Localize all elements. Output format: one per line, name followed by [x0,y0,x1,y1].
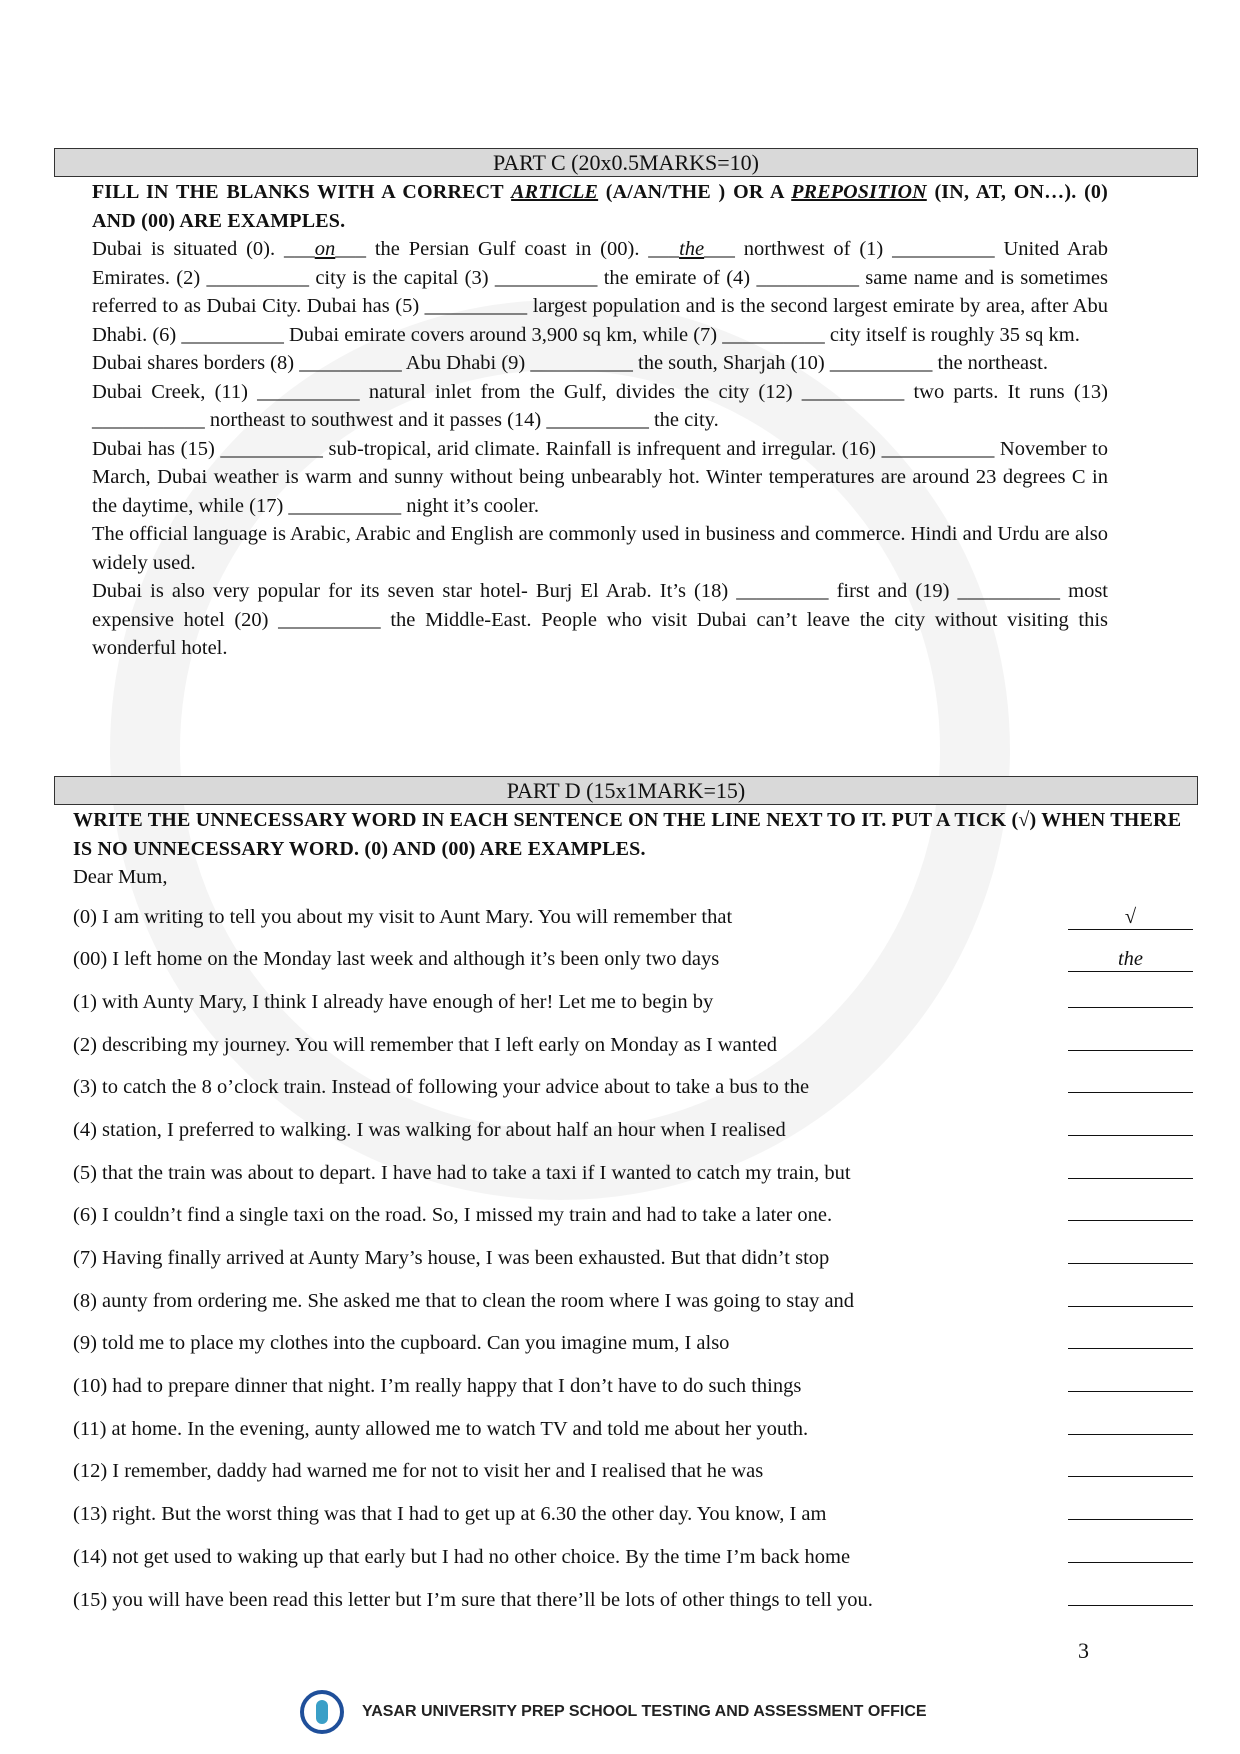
sentence-line [73,1152,1198,1195]
line-number: (13) [73,1503,108,1526]
passage-text: ___ northwest of (1) __________ United Arab Emirates. (2) __________ city is the capital (3) __________ the emirate of (4) __________ same name and is sometimes referred to as Dubai City. Dubai has (5) __________ largest population and is the second largest emirate by area, after Abu Dhabi. (6) __________ Dubai emirate covers around 3,900 sq km, while (7) __________ city itself is roughly 35 sq km. [92,238,1108,346]
sentence-line [73,1365,1198,1408]
line-number: (9) [73,1332,97,1355]
instruction-text: (A/AN/THE ) OR A [598,181,792,203]
answer-blank[interactable] [1063,896,1198,939]
answer-value [1068,1434,1193,1435]
answer-value [1068,1050,1193,1051]
line-text: that the train was about to depart. I have had to take a taxi if I wanted to catch my train, but [102,1161,851,1184]
line-text: I left home on the Monday last week and although it’s been only two days [112,948,720,971]
line-number: (2) [73,1033,97,1056]
answer-value [1068,1476,1193,1477]
answer-value [1068,1178,1193,1179]
part-d-lines [73,896,1198,1622]
line-number: (1) [73,990,97,1013]
answer-blank[interactable] [1063,1280,1198,1323]
instruction-text: (IN, AT, ON…). (0) AND (00) ARE EXAMPLES. [92,181,1108,232]
sentence-line [73,1579,1198,1622]
line-text: Having finally arrived at Aunty Mary’s house, I was been exhausted. But that didn’t stop [102,1247,830,1269]
part-d-body [73,806,1198,1621]
answer-value [1068,1306,1193,1307]
passage-text: Dubai is situated (0). ___ [92,238,315,260]
line-number: (8) [73,1289,97,1312]
sentence-line [73,896,1198,939]
sentence-line [73,1280,1198,1323]
line-text: I couldn’t find a single taxi on the road. So, I missed my train and had to take a later one. [102,1204,833,1227]
line-text: not get used to waking up that early but I had no other choice. By the time I’m back home [112,1545,851,1568]
university-logo-icon [300,1690,344,1734]
line-text: to catch the 8 o’clock train. Instead of following your advice about to take a bus to the [102,1076,810,1099]
line-text: had to prepare dinner that night. I’m really happy that I don’t have to do such things [112,1375,802,1398]
line-text: I am writing to tell you about my visit to Aunt Mary. You will remember that [102,905,733,928]
answer-blank[interactable] [1063,1322,1198,1365]
answer-value [1068,1135,1193,1136]
answer-blank[interactable] [1063,938,1198,981]
sentence-line [73,1194,1198,1237]
sentence-line [73,1322,1198,1365]
line-number: (4) [73,1118,97,1141]
answer-value [1068,1220,1193,1221]
passage-text: Dubai is also very popular for its seven star hotel- Burj El Arab. It’s (18) _________ first and (19) __________ most expensive hotel (20) __________ the Middle-East. People who visit Dubai can’t leave the city without visiting this wonderful hotel. [92,580,1108,659]
sentence-line [73,1237,1198,1280]
passage-paragraph [92,520,1108,577]
answer-blank[interactable] [1063,1450,1198,1493]
line-number: (14) [73,1545,108,1568]
answer-blank[interactable] [1063,1024,1198,1067]
answer-blank[interactable] [1063,1066,1198,1109]
sentence-line [73,981,1198,1024]
part-d-header: PART D (15x1MARK=15) [54,776,1198,805]
part-c-passage [92,235,1108,663]
passage-text: The official language is Arabic, Arabic and English are commonly used in business and commerce. Hindi and Urdu are also widely used. [92,523,1108,574]
passage-paragraph [92,349,1108,378]
footer-text: YASAR UNIVERSITY PREP SCHOOL TESTING AND ASSESSMENT OFFICE [362,1703,927,1720]
example-answer: the [679,238,705,260]
instruction-keyword: ARTICLE [511,181,599,203]
instruction-text: FILL IN THE BLANKS WITH A CORRECT [92,181,512,203]
line-text: aunty from ordering me. She asked me that to clean the room where I was going to stay and [102,1289,855,1312]
sentence-line [73,1408,1198,1451]
answer-value [1068,1092,1193,1093]
passage-text: Dubai has (15) __________ sub-tropical, arid climate. Rainfall is infrequent and irregular. (16) ___________ November to March, Dubai weather is warm and sunny without being unbearably hot. Winter temperatures are around 23 degrees C in the daytime, while (17) ___________ night it’s cooler. [92,437,1108,517]
sentence-line [73,1109,1198,1152]
part-c-instruction [92,178,1108,235]
example-answer: on [314,238,336,260]
answer-value [1068,1562,1193,1563]
line-text: station, I preferred to walking. I was walking for about half an hour when I realised [102,1118,786,1141]
line-text: you will have been read this letter but I’m sure that there’ll be lots of other things to tell you. [112,1588,873,1611]
answer-blank[interactable] [1063,1408,1198,1451]
line-number: (10) [73,1375,108,1398]
sentence-line [73,1450,1198,1493]
passage-text: Dubai shares borders (8) __________ Abu Dhabi (9) __________ the south, Sharjah (10) __________ the northeast. [92,352,1048,374]
sentence-line [73,1493,1198,1536]
answer-blank[interactable] [1063,1152,1198,1195]
part-d-instruction: WRITE THE UNNECESSARY WORD IN EACH SENTENCE ON THE LINE NEXT TO IT. PUT A TICK (√) WHEN THERE IS NO UNNECESSARY WORD. (0) AND (00) ARE EXAMPLES. [73,809,1182,860]
line-number: (7) [73,1247,97,1269]
answer-blank[interactable] [1063,1365,1198,1408]
answer-blank[interactable] [1063,1109,1198,1152]
answer-value [1068,1605,1193,1606]
answer-blank[interactable] [1063,1536,1198,1579]
answer-blank[interactable] [1063,1493,1198,1536]
passage-paragraph [92,435,1108,521]
passage-text: Dubai Creek, (11) __________ natural inlet from the Gulf, divides the city (12) __________ two parts. It runs (13) ___________ northeast to southwest and it passes (14) __________ the city. [92,380,1108,431]
line-number: (0) [73,905,97,928]
answer-value [1068,1519,1193,1520]
line-number: (6) [73,1204,97,1227]
letter-greeting: Dear Mum, [73,866,168,888]
answer-blank[interactable] [1063,1194,1198,1237]
sentence-line [73,938,1198,981]
passage-paragraph [92,577,1108,663]
passage-text: ___ the Persian Gulf coast in (00). ___ [335,238,680,260]
answer-value [1068,1391,1193,1392]
sentence-line [73,1024,1198,1067]
instruction-keyword: PREPOSITION [791,181,927,203]
line-number: (5) [73,1161,97,1184]
line-text: with Aunty Mary, I think I already have enough of her! Let me to begin by [102,990,714,1013]
line-text: I remember, daddy had warned me for not to visit her and I realised that he was [112,1460,764,1483]
passage-paragraph [92,235,1108,349]
answer-value [1068,1348,1193,1349]
line-text: right. But the worst thing was that I had to get up at 6.30 the other day. You know, I am [112,1503,827,1526]
answer-value: √ [1068,905,1193,930]
line-number: (12) [73,1460,108,1483]
line-text: at home. In the evening, aunty allowed me to watch TV and told me about her youth. [111,1417,809,1440]
line-text: describing my journey. You will remember that I left early on Monday as I wanted [102,1033,778,1056]
page-number: 3 [1078,1638,1089,1663]
answer-value: the [1068,947,1193,972]
line-number: (11) [73,1417,107,1440]
answer-blank[interactable] [1063,981,1198,1024]
answer-blank[interactable] [1063,1579,1198,1622]
answer-value [1068,1263,1193,1264]
part-c-body [92,178,1108,663]
footer [300,1690,927,1734]
part-c-header: PART C (20x0.5MARKS=10) [54,148,1198,177]
answer-blank[interactable] [1063,1237,1198,1280]
sentence-line [73,1066,1198,1109]
answer-value [1068,1007,1193,1008]
line-number: (00) [73,948,108,971]
line-text: told me to place my clothes into the cupboard. Can you imagine mum, I also [102,1332,730,1355]
passage-paragraph [92,378,1108,435]
line-number: (15) [73,1588,108,1611]
line-number: (3) [73,1076,97,1099]
sentence-line [73,1536,1198,1579]
